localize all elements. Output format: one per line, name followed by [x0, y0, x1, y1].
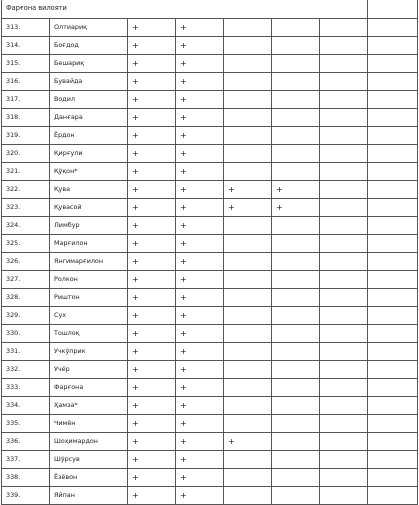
mark-cell [224, 487, 272, 505]
mark-cell [224, 451, 272, 469]
mark-cell: + [128, 433, 176, 451]
mark-cell [320, 145, 368, 163]
mark-cell [272, 73, 320, 91]
mark-cell [272, 235, 320, 253]
row-number: 317. [2, 91, 50, 109]
mark-cell: + [128, 235, 176, 253]
region-empty-cell [368, 0, 418, 19]
row-number: 318. [2, 109, 50, 127]
mark-cell [272, 271, 320, 289]
mark-cell: + [176, 217, 224, 235]
table-row [2, 361, 418, 379]
mark-cell: + [176, 73, 224, 91]
mark-cell [368, 73, 418, 91]
mark-cell [224, 343, 272, 361]
row-number: 327. [2, 271, 50, 289]
settlement-name: Шўрсув [50, 451, 128, 469]
table-row [2, 37, 418, 55]
mark-cell: + [128, 91, 176, 109]
mark-cell: + [128, 343, 176, 361]
settlement-name: Янгимарғилон [50, 253, 128, 271]
mark-cell [368, 271, 418, 289]
mark-cell [272, 415, 320, 433]
mark-cell: + [176, 433, 224, 451]
mark-cell: + [128, 307, 176, 325]
mark-cell [272, 91, 320, 109]
mark-cell: + [272, 199, 320, 217]
table-row [2, 289, 418, 307]
mark-cell [224, 253, 272, 271]
mark-cell [368, 397, 418, 415]
mark-cell [272, 253, 320, 271]
mark-cell [320, 217, 368, 235]
mark-cell [272, 379, 320, 397]
mark-cell [224, 361, 272, 379]
mark-cell [368, 91, 418, 109]
settlement-name: Ёрдон [50, 127, 128, 145]
settlement-name: Лимбур [50, 217, 128, 235]
mark-cell [368, 433, 418, 451]
mark-cell [320, 181, 368, 199]
mark-cell: + [128, 145, 176, 163]
mark-cell: + [128, 181, 176, 199]
table-row [2, 253, 418, 271]
mark-cell: + [176, 163, 224, 181]
table-row [2, 379, 418, 397]
mark-cell: + [176, 487, 224, 505]
mark-cell [320, 289, 368, 307]
mark-cell: + [128, 253, 176, 271]
mark-cell [320, 487, 368, 505]
mark-cell [272, 37, 320, 55]
mark-cell: + [176, 379, 224, 397]
table-row [2, 109, 418, 127]
settlement-name: Бешариқ [50, 55, 128, 73]
mark-cell: + [176, 271, 224, 289]
row-number: 325. [2, 235, 50, 253]
mark-cell [320, 343, 368, 361]
settlement-name: Учёр [50, 361, 128, 379]
settlement-name: Шоҳимардон [50, 433, 128, 451]
table-row [2, 91, 418, 109]
mark-cell: + [224, 199, 272, 217]
row-number: 321. [2, 163, 50, 181]
settlement-name: Қува [50, 181, 128, 199]
table-row [2, 19, 418, 37]
mark-cell: + [272, 181, 320, 199]
mark-cell [368, 181, 418, 199]
mark-cell [224, 37, 272, 55]
mark-cell: + [176, 109, 224, 127]
mark-cell: + [128, 397, 176, 415]
mark-cell [320, 37, 368, 55]
table-row [2, 325, 418, 343]
mark-cell: + [128, 451, 176, 469]
row-number: 330. [2, 325, 50, 343]
mark-cell [224, 73, 272, 91]
mark-cell [272, 127, 320, 145]
mark-cell [224, 271, 272, 289]
mark-cell [368, 19, 418, 37]
mark-cell: + [128, 415, 176, 433]
mark-cell: + [128, 487, 176, 505]
table-row [2, 451, 418, 469]
mark-cell [368, 217, 418, 235]
table-row [2, 181, 418, 199]
mark-cell [368, 361, 418, 379]
mark-cell [224, 325, 272, 343]
mark-cell [368, 469, 418, 487]
mark-cell: + [128, 37, 176, 55]
mark-cell [272, 19, 320, 37]
mark-cell: + [176, 127, 224, 145]
settlement-name: Олтиариқ [50, 19, 128, 37]
row-number: 335. [2, 415, 50, 433]
mark-cell [320, 55, 368, 73]
table-row [2, 145, 418, 163]
table-row [2, 235, 418, 253]
mark-cell: + [176, 199, 224, 217]
mark-cell [320, 91, 368, 109]
mark-cell: + [128, 127, 176, 145]
row-number: 324. [2, 217, 50, 235]
mark-cell [368, 127, 418, 145]
mark-cell [368, 253, 418, 271]
mark-cell [368, 343, 418, 361]
settlement-name: Ролкон [50, 271, 128, 289]
settlement-name: Ёзёвон [50, 469, 128, 487]
mark-cell [272, 343, 320, 361]
row-number: 336. [2, 433, 50, 451]
mark-cell [320, 433, 368, 451]
mark-cell [320, 397, 368, 415]
region-header-row [2, 0, 418, 19]
region-title: Фарғона вилояти [2, 0, 368, 19]
row-number: 339. [2, 487, 50, 505]
mark-cell [320, 19, 368, 37]
mark-cell [272, 289, 320, 307]
table-row [2, 73, 418, 91]
mark-cell: + [176, 91, 224, 109]
mark-cell [272, 109, 320, 127]
mark-cell [224, 289, 272, 307]
mark-cell [368, 55, 418, 73]
mark-cell: + [224, 181, 272, 199]
settlement-name: Риштон [50, 289, 128, 307]
mark-cell [320, 469, 368, 487]
mark-cell [272, 487, 320, 505]
mark-cell [320, 271, 368, 289]
mark-cell: + [128, 163, 176, 181]
mark-cell [224, 55, 272, 73]
mark-cell [224, 469, 272, 487]
mark-cell [272, 397, 320, 415]
mark-cell [320, 325, 368, 343]
mark-cell [368, 163, 418, 181]
table-row [2, 415, 418, 433]
mark-cell [368, 487, 418, 505]
mark-cell: + [176, 19, 224, 37]
mark-cell [272, 55, 320, 73]
settlement-name: Қўқон* [50, 163, 128, 181]
mark-cell: + [176, 469, 224, 487]
mark-cell: + [176, 37, 224, 55]
mark-cell: + [128, 469, 176, 487]
mark-cell: + [128, 199, 176, 217]
table-row [2, 487, 418, 505]
mark-cell: + [176, 145, 224, 163]
row-number: 316. [2, 73, 50, 91]
row-number: 323. [2, 199, 50, 217]
mark-cell [368, 37, 418, 55]
row-number: 338. [2, 469, 50, 487]
mark-cell [224, 163, 272, 181]
mark-cell [368, 199, 418, 217]
table-row [2, 55, 418, 73]
mark-cell [224, 109, 272, 127]
mark-cell: + [128, 109, 176, 127]
row-number: 332. [2, 361, 50, 379]
row-number: 322. [2, 181, 50, 199]
mark-cell: + [128, 325, 176, 343]
mark-cell: + [176, 307, 224, 325]
mark-cell [320, 109, 368, 127]
table-row [2, 163, 418, 181]
mark-cell [224, 307, 272, 325]
settlement-name: Данғара [50, 109, 128, 127]
mark-cell [320, 451, 368, 469]
mark-cell [224, 397, 272, 415]
table-row [2, 343, 418, 361]
mark-cell [272, 217, 320, 235]
row-number: 314. [2, 37, 50, 55]
mark-cell: + [176, 235, 224, 253]
settlement-name: Тошлоқ [50, 325, 128, 343]
mark-cell: + [224, 433, 272, 451]
settlement-name: Ҳамза* [50, 397, 128, 415]
mark-cell [320, 127, 368, 145]
row-number: 326. [2, 253, 50, 271]
settlement-name: Қувасой [50, 199, 128, 217]
mark-cell [368, 109, 418, 127]
settlement-name: Боғдод [50, 37, 128, 55]
mark-cell [320, 73, 368, 91]
mark-cell [272, 145, 320, 163]
mark-cell [224, 235, 272, 253]
mark-cell [368, 325, 418, 343]
table-row [2, 199, 418, 217]
row-number: 313. [2, 19, 50, 37]
mark-cell [320, 253, 368, 271]
mark-cell [320, 379, 368, 397]
row-number: 329. [2, 307, 50, 325]
mark-cell [320, 235, 368, 253]
mark-cell [224, 127, 272, 145]
mark-cell: + [176, 55, 224, 73]
settlement-name: Қирғули [50, 145, 128, 163]
mark-cell: + [128, 271, 176, 289]
mark-cell [272, 325, 320, 343]
mark-cell [368, 145, 418, 163]
mark-cell [272, 361, 320, 379]
mark-cell [224, 379, 272, 397]
table-row [2, 127, 418, 145]
mark-cell [272, 451, 320, 469]
mark-cell: + [128, 289, 176, 307]
table-row [2, 433, 418, 451]
settlement-name: Бувайда [50, 73, 128, 91]
row-number: 333. [2, 379, 50, 397]
mark-cell: + [176, 397, 224, 415]
mark-cell [320, 415, 368, 433]
mark-cell [224, 145, 272, 163]
row-number: 331. [2, 343, 50, 361]
mark-cell: + [176, 361, 224, 379]
settlement-name: Водил [50, 91, 128, 109]
mark-cell [320, 163, 368, 181]
mark-cell [368, 415, 418, 433]
mark-cell: + [128, 73, 176, 91]
settlement-name: Фарғона [50, 379, 128, 397]
mark-cell: + [128, 217, 176, 235]
mark-cell [224, 217, 272, 235]
settlement-name: Марғилон [50, 235, 128, 253]
row-number: 320. [2, 145, 50, 163]
mark-cell: + [176, 181, 224, 199]
mark-cell: + [128, 19, 176, 37]
mark-cell [368, 451, 418, 469]
mark-cell: + [176, 451, 224, 469]
table-row [2, 271, 418, 289]
settlement-name: Яйпан [50, 487, 128, 505]
mark-cell: + [176, 343, 224, 361]
table-row [2, 307, 418, 325]
mark-cell [224, 91, 272, 109]
mark-cell: + [128, 379, 176, 397]
mark-cell [272, 307, 320, 325]
mark-cell: + [128, 55, 176, 73]
settlements-table [1, 0, 418, 505]
mark-cell [368, 379, 418, 397]
settlement-name: Чимён [50, 415, 128, 433]
mark-cell: + [128, 361, 176, 379]
mark-cell [368, 307, 418, 325]
mark-cell [272, 433, 320, 451]
table-row [2, 469, 418, 487]
row-number: 319. [2, 127, 50, 145]
table-row [2, 217, 418, 235]
table-row [2, 397, 418, 415]
mark-cell [320, 361, 368, 379]
mark-cell [224, 415, 272, 433]
settlement-name: Учкўприк [50, 343, 128, 361]
mark-cell: + [176, 325, 224, 343]
row-number: 337. [2, 451, 50, 469]
row-number: 328. [2, 289, 50, 307]
mark-cell: + [176, 289, 224, 307]
mark-cell: + [176, 415, 224, 433]
mark-cell [224, 19, 272, 37]
mark-cell [272, 163, 320, 181]
mark-cell [368, 235, 418, 253]
mark-cell: + [176, 253, 224, 271]
mark-cell [272, 469, 320, 487]
row-number: 315. [2, 55, 50, 73]
mark-cell [320, 307, 368, 325]
mark-cell [320, 199, 368, 217]
settlement-name: Сух [50, 307, 128, 325]
row-number: 334. [2, 397, 50, 415]
mark-cell [368, 289, 418, 307]
